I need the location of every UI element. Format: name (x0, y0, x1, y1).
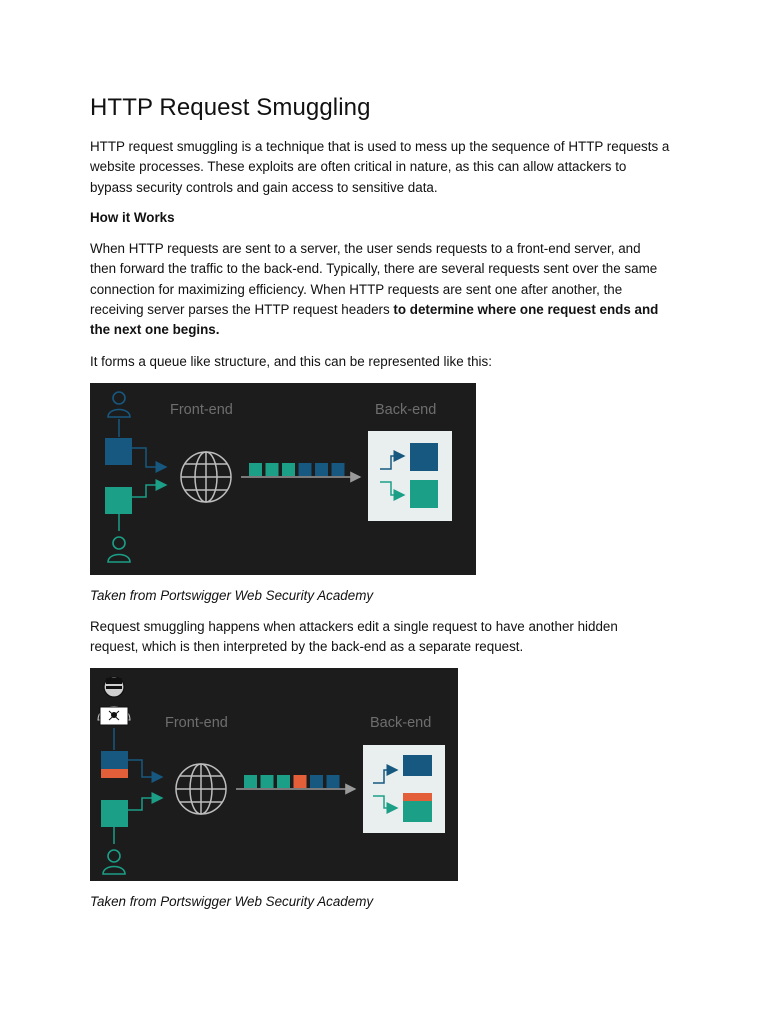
intro-paragraph (90, 137, 690, 198)
smuggling-line-1: Request smuggling happens when attackers edit a single request to have another hidden (90, 619, 618, 634)
how-line-1: When HTTP requests are sent to a server, the user sends requests to a front-end server, and (90, 241, 641, 256)
hacker-icon (98, 677, 130, 725)
queued-request-blue (299, 463, 312, 476)
back-end-label-2: Back-end (370, 715, 432, 731)
figure-caption-1: Taken from Portswigger Web Security Academy (90, 588, 374, 603)
backend-block-blue (410, 443, 438, 471)
front-end-label-2: Front-end (165, 715, 228, 731)
queued-request-green (261, 775, 274, 788)
green-arrow (132, 485, 166, 497)
request-queue (249, 463, 345, 476)
backend-block-green (410, 480, 438, 508)
smuggled-request-block (101, 769, 128, 778)
queued-request-orange (294, 775, 307, 788)
intro-line-2: website processes. These exploits are often critical in nature, as this can allow attackers to (90, 159, 627, 175)
backend-smuggled-block (403, 793, 432, 801)
request-block-blue (101, 751, 128, 769)
section-heading-text: How it Works (90, 210, 175, 225)
front-end-label: Front-end (170, 402, 233, 418)
queued-request-blue (327, 775, 340, 788)
queued-request-green (244, 775, 257, 788)
how-line-5-bold: the next one begins. (90, 322, 220, 338)
how-line-3: connection for maximizing efficiency. When HTTP requests are sent one after another, the (90, 281, 623, 297)
user-icon-top (108, 392, 130, 417)
smuggling-diagram-svg (90, 668, 458, 881)
request-queue (244, 775, 340, 788)
figure-caption-2: Taken from Portswigger Web Security Academy (90, 894, 374, 909)
smuggling-paragraph (90, 617, 690, 658)
smuggling-line-2: request, which is then interpreted by the back-end as a separate request. (90, 639, 524, 655)
queued-request-green (277, 775, 290, 788)
request-block-green (101, 800, 128, 827)
intro-line-3: bypass security controls and gain access to sensitive data. (90, 179, 438, 195)
queue-diagram-svg (90, 383, 476, 575)
back-end-label: Back-end (375, 402, 437, 418)
request-block-blue (105, 438, 132, 465)
smuggling-diagram (90, 668, 458, 881)
request-block-green (105, 487, 132, 514)
intro-line-1: HTTP request smuggling is a technique that is used to mess up the sequence of HTTP requests a (90, 139, 670, 154)
how-line-4-bold: to determine where one request ends and (393, 301, 659, 317)
globe-icon (181, 452, 231, 502)
page-title: HTTP Request Smuggling (90, 94, 371, 121)
queue-intro: It forms a queue like structure, and this can be represented like this: (90, 354, 492, 369)
queued-request-green (282, 463, 295, 476)
backend-block-blue (403, 755, 432, 776)
how-line-2: then forward the traffic to the back-end. Typically, there are several requests sent over the same (90, 261, 658, 277)
queued-request-blue (332, 463, 345, 476)
blue-arrow (132, 448, 166, 467)
queued-request-blue (310, 775, 323, 788)
queued-request-green (249, 463, 262, 476)
queued-request-green (266, 463, 279, 476)
section-heading (90, 208, 690, 228)
queued-request-blue (315, 463, 328, 476)
queue-diagram (90, 383, 476, 575)
how-line-4-plain: receiving server parses the HTTP request headers (90, 301, 394, 317)
backend-block-green (403, 801, 432, 822)
globe-icon (176, 764, 226, 814)
user-icon-bottom (108, 537, 130, 562)
how-it-works-paragraph (90, 239, 690, 340)
user-icon (103, 850, 125, 874)
